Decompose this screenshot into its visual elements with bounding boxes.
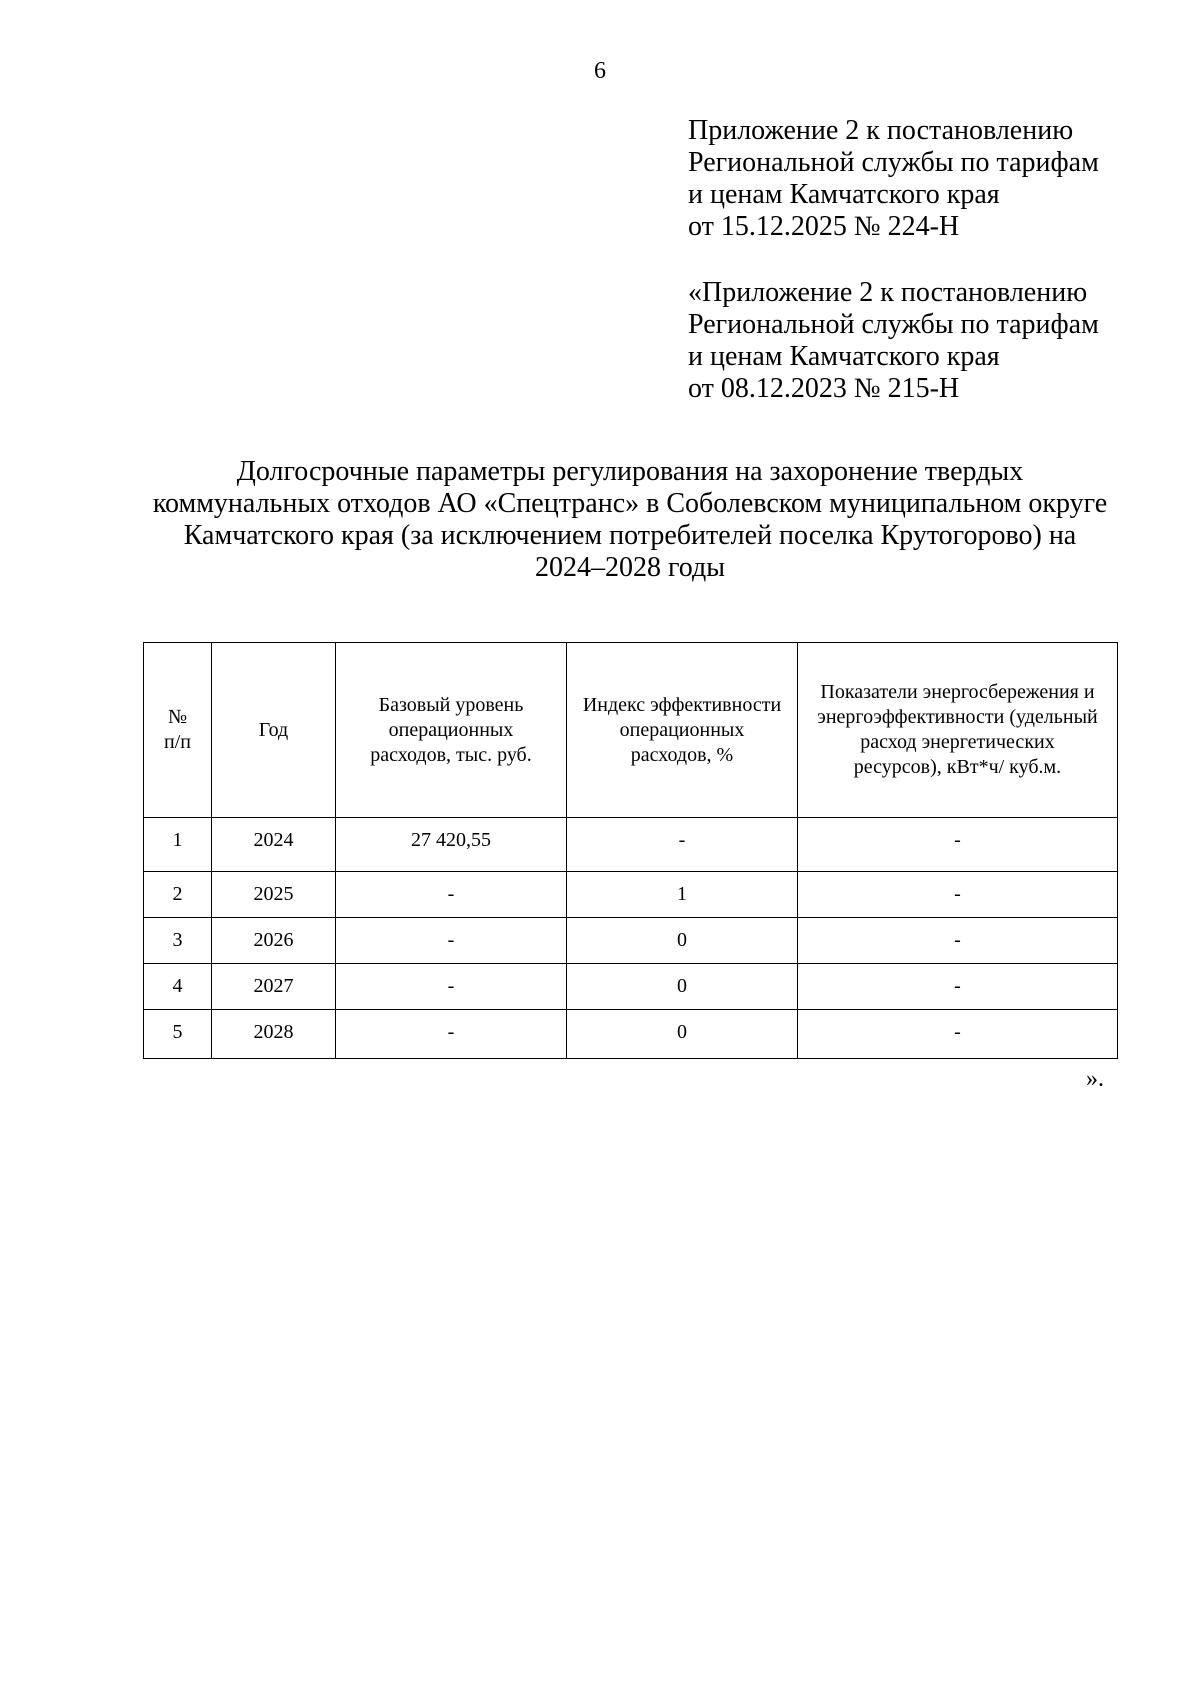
cell-year: 2025 — [212, 872, 336, 918]
cell-base-costs: - — [336, 964, 567, 1010]
appendix-line: Региональной службы по тарифам — [688, 309, 1099, 340]
cell-energy-indicators: - — [798, 918, 1118, 964]
table-row — [144, 1010, 1118, 1059]
appendix-previous-reference — [688, 277, 1148, 405]
cell-number: 4 — [144, 964, 212, 1010]
table-row — [144, 918, 1118, 964]
document-title — [120, 456, 1140, 584]
cell-energy-indicators: - — [798, 818, 1118, 872]
cell-efficiency-index: 0 — [567, 918, 798, 964]
cell-base-costs: - — [336, 872, 567, 918]
cell-year: 2026 — [212, 918, 336, 964]
cell-base-costs: - — [336, 1010, 567, 1059]
cell-base-costs: - — [336, 918, 567, 964]
appendix-line: и ценам Камчатского края — [688, 341, 1000, 372]
appendix-line: Региональной службы по тарифам — [688, 147, 1099, 178]
title-line: Камчатского края (за исключением потребителей поселка Крутогорово) на — [183, 520, 1077, 551]
header-year: Год — [212, 643, 336, 818]
header-base-costs: Базовый уровень операционных расходов, тыс. руб. — [336, 643, 567, 818]
cell-year: 2028 — [212, 1010, 336, 1059]
appendix-current-reference — [688, 115, 1148, 243]
cell-efficiency-index: 0 — [567, 964, 798, 1010]
title-line: коммунальных отходов АО «Спецтранс» в Соболевском муниципальном округе — [152, 488, 1108, 519]
cell-efficiency-index: 1 — [567, 872, 798, 918]
header-energy-indicators: Показатели энергосбережения и энергоэффективности (удельный расход энергетических ресурсов), кВт*ч/ куб.м. — [798, 643, 1118, 818]
cell-energy-indicators: - — [798, 872, 1118, 918]
appendix-line: «Приложение 2 к постановлению — [688, 277, 1088, 308]
cell-base-costs: 27 420,55 — [336, 818, 567, 872]
header-efficiency-index: Индекс эффективности операционных расходов, % — [567, 643, 798, 818]
page-number: 6 — [594, 58, 606, 84]
table-row — [144, 964, 1118, 1010]
header-number: № п/п — [144, 643, 212, 818]
cell-energy-indicators: - — [798, 964, 1118, 1010]
table-row — [144, 872, 1118, 918]
cell-number: 1 — [144, 818, 212, 872]
appendix-line: от 08.12.2023 № 215-Н — [688, 373, 960, 404]
cell-energy-indicators: - — [798, 1010, 1118, 1059]
cell-number: 2 — [144, 872, 212, 918]
appendix-line: и ценам Камчатского края — [688, 179, 1000, 210]
cell-number: 5 — [144, 1010, 212, 1059]
cell-efficiency-index: 0 — [567, 1010, 798, 1059]
cell-efficiency-index: - — [567, 818, 798, 872]
cell-year: 2024 — [212, 818, 336, 872]
table-header-row — [144, 643, 1118, 818]
title-line: 2024–2028 годы — [534, 552, 726, 583]
parameters-table — [143, 642, 1118, 1059]
title-line: Долгосрочные параметры регулирования на захоронение твердых — [236, 456, 1024, 487]
cell-number: 3 — [144, 918, 212, 964]
cell-year: 2027 — [212, 964, 336, 1010]
appendix-line: от 15.12.2025 № 224-Н — [688, 211, 960, 242]
closing-quote: ». — [1086, 1066, 1104, 1092]
appendix-line: Приложение 2 к постановлению — [688, 115, 1074, 146]
table-row — [144, 818, 1118, 872]
